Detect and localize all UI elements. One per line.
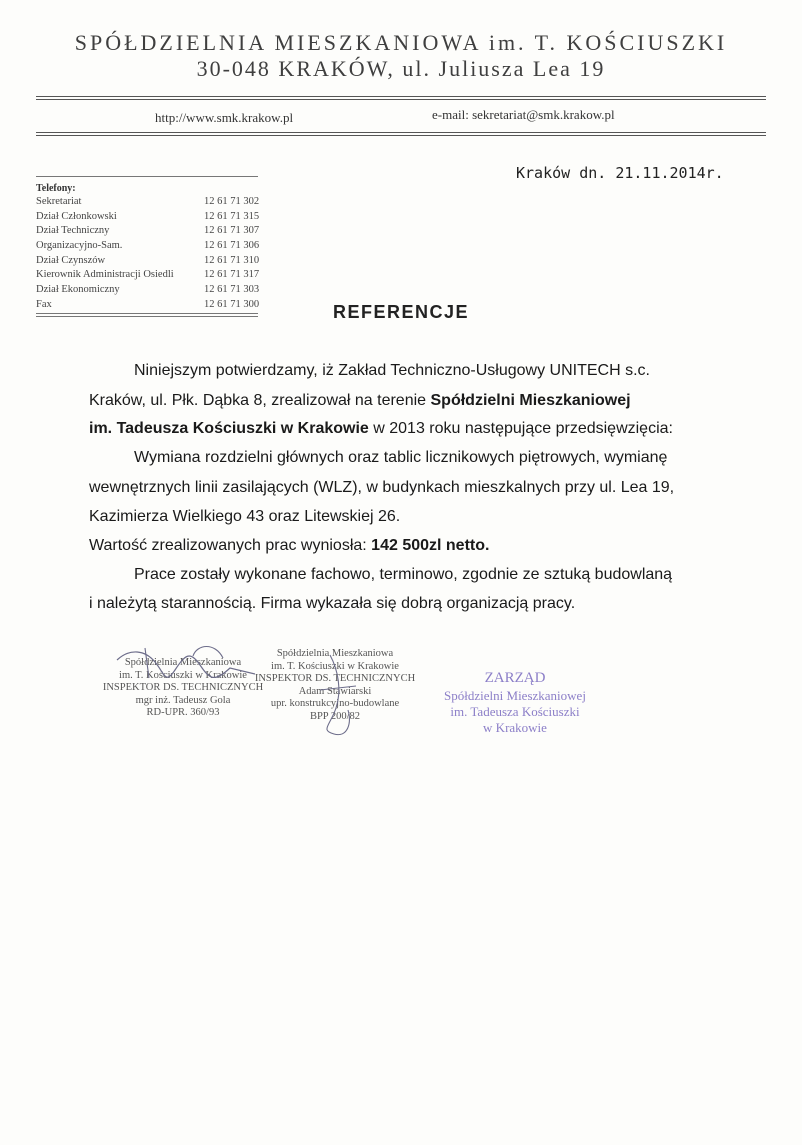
- phone-number: 12 61 71 303: [204, 284, 260, 296]
- phones-list: [36, 195, 266, 313]
- phone-dept: Kierownik Administracji Osiedli: [36, 269, 174, 281]
- body-paragraph-1-line-2: [89, 392, 631, 410]
- letterhead-title: SPÓŁDZIELNIA MIESZKANIOWA im. T. KOŚCIUSZKI: [74, 30, 728, 55]
- phone-number: 12 61 71 310: [204, 254, 260, 266]
- stamp-line: Spółdzielnia Mieszkaniowa: [276, 648, 394, 659]
- body-paragraph-3: [89, 537, 489, 555]
- stamp-line: Spółdzielni Mieszkaniowej: [444, 688, 586, 703]
- body-bold-text: Spółdzielni Mieszkaniowej: [430, 392, 631, 409]
- phones-title: Telefony:: [36, 183, 76, 194]
- phone-row: [36, 254, 266, 269]
- phone-dept: Organizacyjno-Sam.: [36, 240, 123, 252]
- phone-number: 12 61 71 317: [204, 269, 260, 281]
- phone-row: [36, 195, 266, 210]
- stamp-line: INSPEKTOR DS. TECHNICZNYCH: [102, 682, 264, 693]
- letter-date: Kraków dn. 21.11.2014r.: [516, 164, 724, 182]
- stamp-board: [425, 670, 605, 736]
- letterhead-divider-bottom-2: [36, 135, 766, 136]
- letterhead-divider-bottom: [36, 132, 766, 133]
- stamp-line: Spółdzielnia Mieszkaniowa: [124, 657, 242, 668]
- body-bold-text: 142 500zl netto.: [371, 537, 490, 554]
- phone-row: [36, 283, 266, 298]
- phone-number: 12 61 71 302: [204, 196, 260, 207]
- phone-dept: Sekretariat: [36, 196, 82, 207]
- stamp-line: upr. konstrukcyjno-budowlane: [270, 698, 400, 709]
- stamp-line: im. Tadeusza Kościuszki: [450, 704, 580, 719]
- body-bold-text: im. Tadeusza Kościuszki w Krakowie: [89, 420, 369, 437]
- body-text: w 2013 roku następujące przedsięwzięcia:: [368, 420, 673, 437]
- stamp-line: INSPEKTOR DS. TECHNICZNYCH: [254, 673, 416, 684]
- stamp-line: im. T. Kościuszki w Krakowie: [271, 660, 399, 672]
- body-paragraph-4-line-2: i należytą starannością. Firma wykazała się dobrą organizacją pracy.: [89, 595, 576, 612]
- phone-dept: Dział Ekonomiczny: [36, 284, 120, 296]
- body-paragraph-2-line-3: Kazimierza Wielkiego 43 oraz Litewskiej 26.: [89, 508, 401, 525]
- phone-dept: Fax: [36, 298, 52, 310]
- body-paragraph-1-line-3: [89, 420, 673, 438]
- body-paragraph-2-line-1: Wymiana rozdzielni głównych oraz tablic licznikowych piętrowych, wymianę: [134, 449, 668, 466]
- stamp-line: im. T. Kościuszki w Krakowie: [119, 669, 247, 681]
- stamp-line: RD-UPR. 360/93: [146, 707, 220, 718]
- phone-row: [36, 239, 266, 254]
- stamp-line: Adam Stawiarski: [298, 685, 372, 697]
- letterhead-divider-top-2: [36, 99, 766, 100]
- body-text: Kraków, ul. Płk. Dąbka 8, zrealizował na terenie: [89, 392, 431, 409]
- phone-dept: Dział Członkowski: [36, 210, 117, 222]
- phone-row: [36, 224, 266, 239]
- body-paragraph-4-line-1: Prace zostały wykonane fachowo, terminowo, zgodnie ze sztuką budowlaną: [134, 566, 673, 583]
- stamp-line: BPP 200/82: [309, 710, 361, 722]
- phone-number: 12 61 71 300: [204, 298, 260, 310]
- document-heading: REFERENCJE: [332, 302, 470, 322]
- phone-row: [36, 268, 266, 283]
- phone-dept: Dział Czynszów: [36, 254, 106, 266]
- stamp-line: mgr inż. Tadeusz Gola: [135, 694, 231, 706]
- letterhead-address: 30-048 KRAKÓW, ul. Juliusza Lea 19: [196, 56, 606, 81]
- stamp-board-title: ZARZĄD: [484, 670, 546, 686]
- phone-number: 12 61 71 306: [204, 240, 260, 252]
- phone-number: 12 61 71 315: [204, 210, 260, 222]
- letterhead-email: e-mail: sekretariat@smk.krakow.pl: [432, 107, 615, 122]
- phone-row: [36, 210, 266, 225]
- phones-divider-top: [36, 176, 258, 177]
- signature-middle: [300, 650, 380, 740]
- body-text: Wartość zrealizowanych prac wyniosła:: [89, 537, 372, 554]
- body-paragraph-2-line-2: wewnętrznych linii zasilających (WLZ), w budynkach mieszkalnych przy ul. Lea 19,: [89, 479, 675, 496]
- letterhead-website: http://www.smk.krakow.pl: [155, 110, 294, 125]
- stamp-line: w Krakowie: [483, 720, 547, 735]
- body-paragraph-1-line-1: Niniejszym potwierdzamy, iż Zakład Techniczno-Usługowy UNITECH s.c.: [134, 362, 650, 379]
- phone-number: 12 61 71 307: [204, 225, 260, 237]
- letterhead-divider-top: [36, 96, 766, 97]
- phone-dept: Dział Techniczny: [36, 225, 110, 237]
